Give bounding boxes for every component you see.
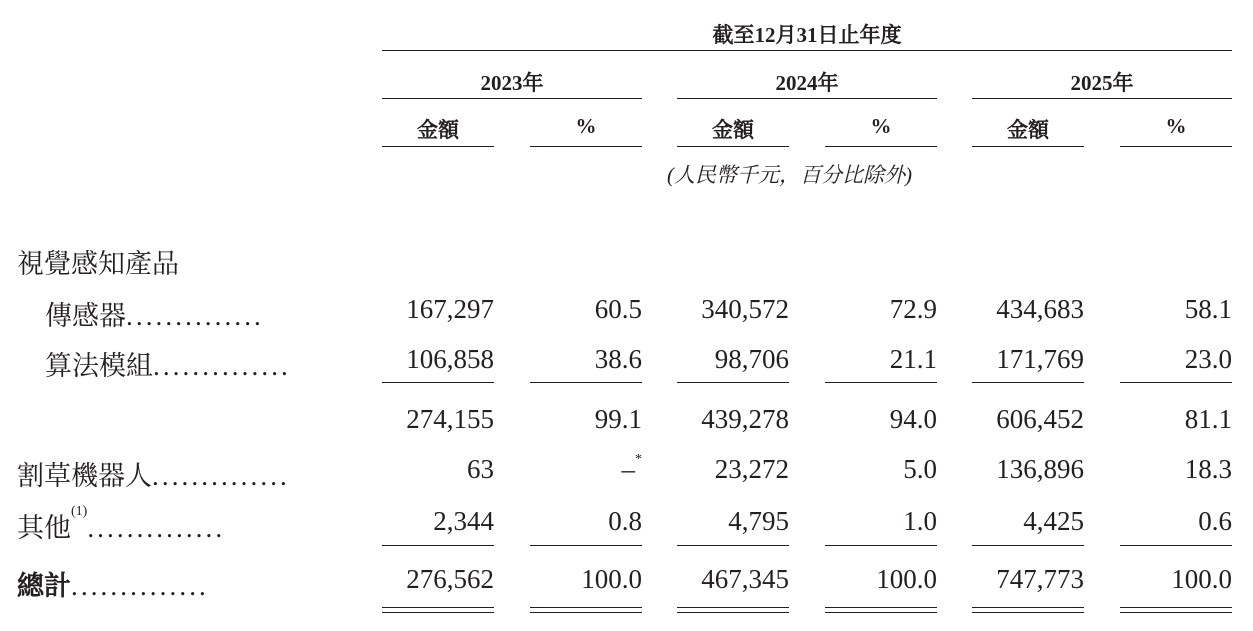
col-rule [382, 146, 494, 147]
cell: 0.8 [608, 506, 642, 536]
year-header-2023: 2023年 [480, 71, 544, 95]
period-rule [382, 50, 1232, 51]
cell: 81.1 [1184, 404, 1232, 434]
cell: 276,562 [406, 564, 494, 594]
cell: 4,795 [728, 506, 789, 536]
double-underline [972, 607, 1084, 613]
cell: 100.0 [1171, 564, 1232, 594]
double-underline [1120, 607, 1232, 613]
row-label-other: 其他$^{(1)}$.............. [17, 504, 226, 543]
cell: 100.0 [876, 564, 937, 594]
subtotal-rule [825, 382, 937, 383]
col-header-percent-2025: % [1165, 114, 1187, 138]
unit-note: (人民幣千元，百分比除外) [667, 163, 912, 187]
cell: 340,572 [701, 294, 789, 324]
cell: 98,706 [714, 344, 789, 374]
col-header-percent-2024: % [870, 114, 892, 138]
subtotal-rule [530, 382, 642, 383]
asterisk-note: * [635, 452, 642, 467]
row-label-algorithm-module: 算法模組.............. [45, 351, 291, 381]
total-rule [1120, 545, 1232, 546]
cell: 23.0 [1184, 344, 1232, 374]
col-header-amount-2024: 金額 [712, 118, 754, 142]
double-underline [530, 607, 642, 613]
cell: 274,155 [406, 404, 494, 434]
col-rule [1120, 146, 1232, 147]
col-header-amount-2023: 金額 [417, 118, 459, 142]
cell: 94.0 [889, 404, 937, 434]
cell: 467,345 [701, 564, 789, 594]
total-rule [382, 545, 494, 546]
subtotal-rule [382, 382, 494, 383]
cell: 5.0 [903, 454, 937, 484]
cell: 72.9 [889, 294, 937, 324]
cell: 99.1 [594, 404, 642, 434]
subtotal-rule [972, 382, 1084, 383]
col-rule [972, 146, 1084, 147]
cell: 106,858 [406, 344, 494, 374]
row-label-lawn-mower: 割草機器人.............. [17, 461, 290, 491]
cell: 2,344 [433, 506, 494, 536]
year-rule-2024 [677, 98, 937, 99]
subtotal-rule [677, 382, 789, 383]
row-label-total: 總計.............. [17, 571, 209, 601]
cell: 38.6 [594, 344, 642, 374]
cell: 167,297 [406, 294, 494, 324]
year-rule-2025 [972, 98, 1232, 99]
cell: 23,272 [714, 454, 789, 484]
total-rule [530, 545, 642, 546]
total-rule [825, 545, 937, 546]
total-rule [677, 545, 789, 546]
col-header-percent-2023: % [575, 114, 597, 138]
double-underline [825, 607, 937, 613]
year-header-2025: 2025年 [1070, 71, 1134, 95]
total-rule [972, 545, 1084, 546]
cell: 0.6 [1198, 506, 1232, 536]
cell: 4,425 [1023, 506, 1084, 536]
cell: 18.3 [1184, 454, 1232, 484]
cell: 1.0 [903, 506, 937, 536]
cell: 606,452 [996, 404, 1084, 434]
col-rule [825, 146, 937, 147]
subtotal-rule [1120, 382, 1232, 383]
col-rule [677, 146, 789, 147]
period-header: 截至12月31日止年度 [712, 23, 902, 47]
cell: 747,773 [996, 564, 1084, 594]
cell: 136,896 [996, 454, 1084, 484]
cell: 100.0 [581, 564, 642, 594]
cell: 439,278 [701, 404, 789, 434]
col-rule [530, 146, 642, 147]
cell: –* [621, 452, 642, 484]
cell: 171,769 [996, 344, 1084, 374]
double-underline [677, 607, 789, 613]
cell: 21.1 [889, 344, 937, 374]
year-rule-2023 [382, 98, 642, 99]
row-label-sensor: 傳感器.............. [45, 301, 264, 331]
footnote-marker: (1) [71, 504, 88, 519]
cell: 63 [467, 454, 494, 484]
cell: 434,683 [996, 294, 1084, 324]
col-header-amount-2025: 金額 [1007, 118, 1049, 142]
cell: 60.5 [594, 294, 642, 324]
year-header-2024: 2024年 [775, 71, 839, 95]
cell: 58.1 [1184, 294, 1232, 324]
row-label-vision-products: 視覺感知產品 [17, 249, 179, 279]
double-underline [382, 607, 494, 613]
